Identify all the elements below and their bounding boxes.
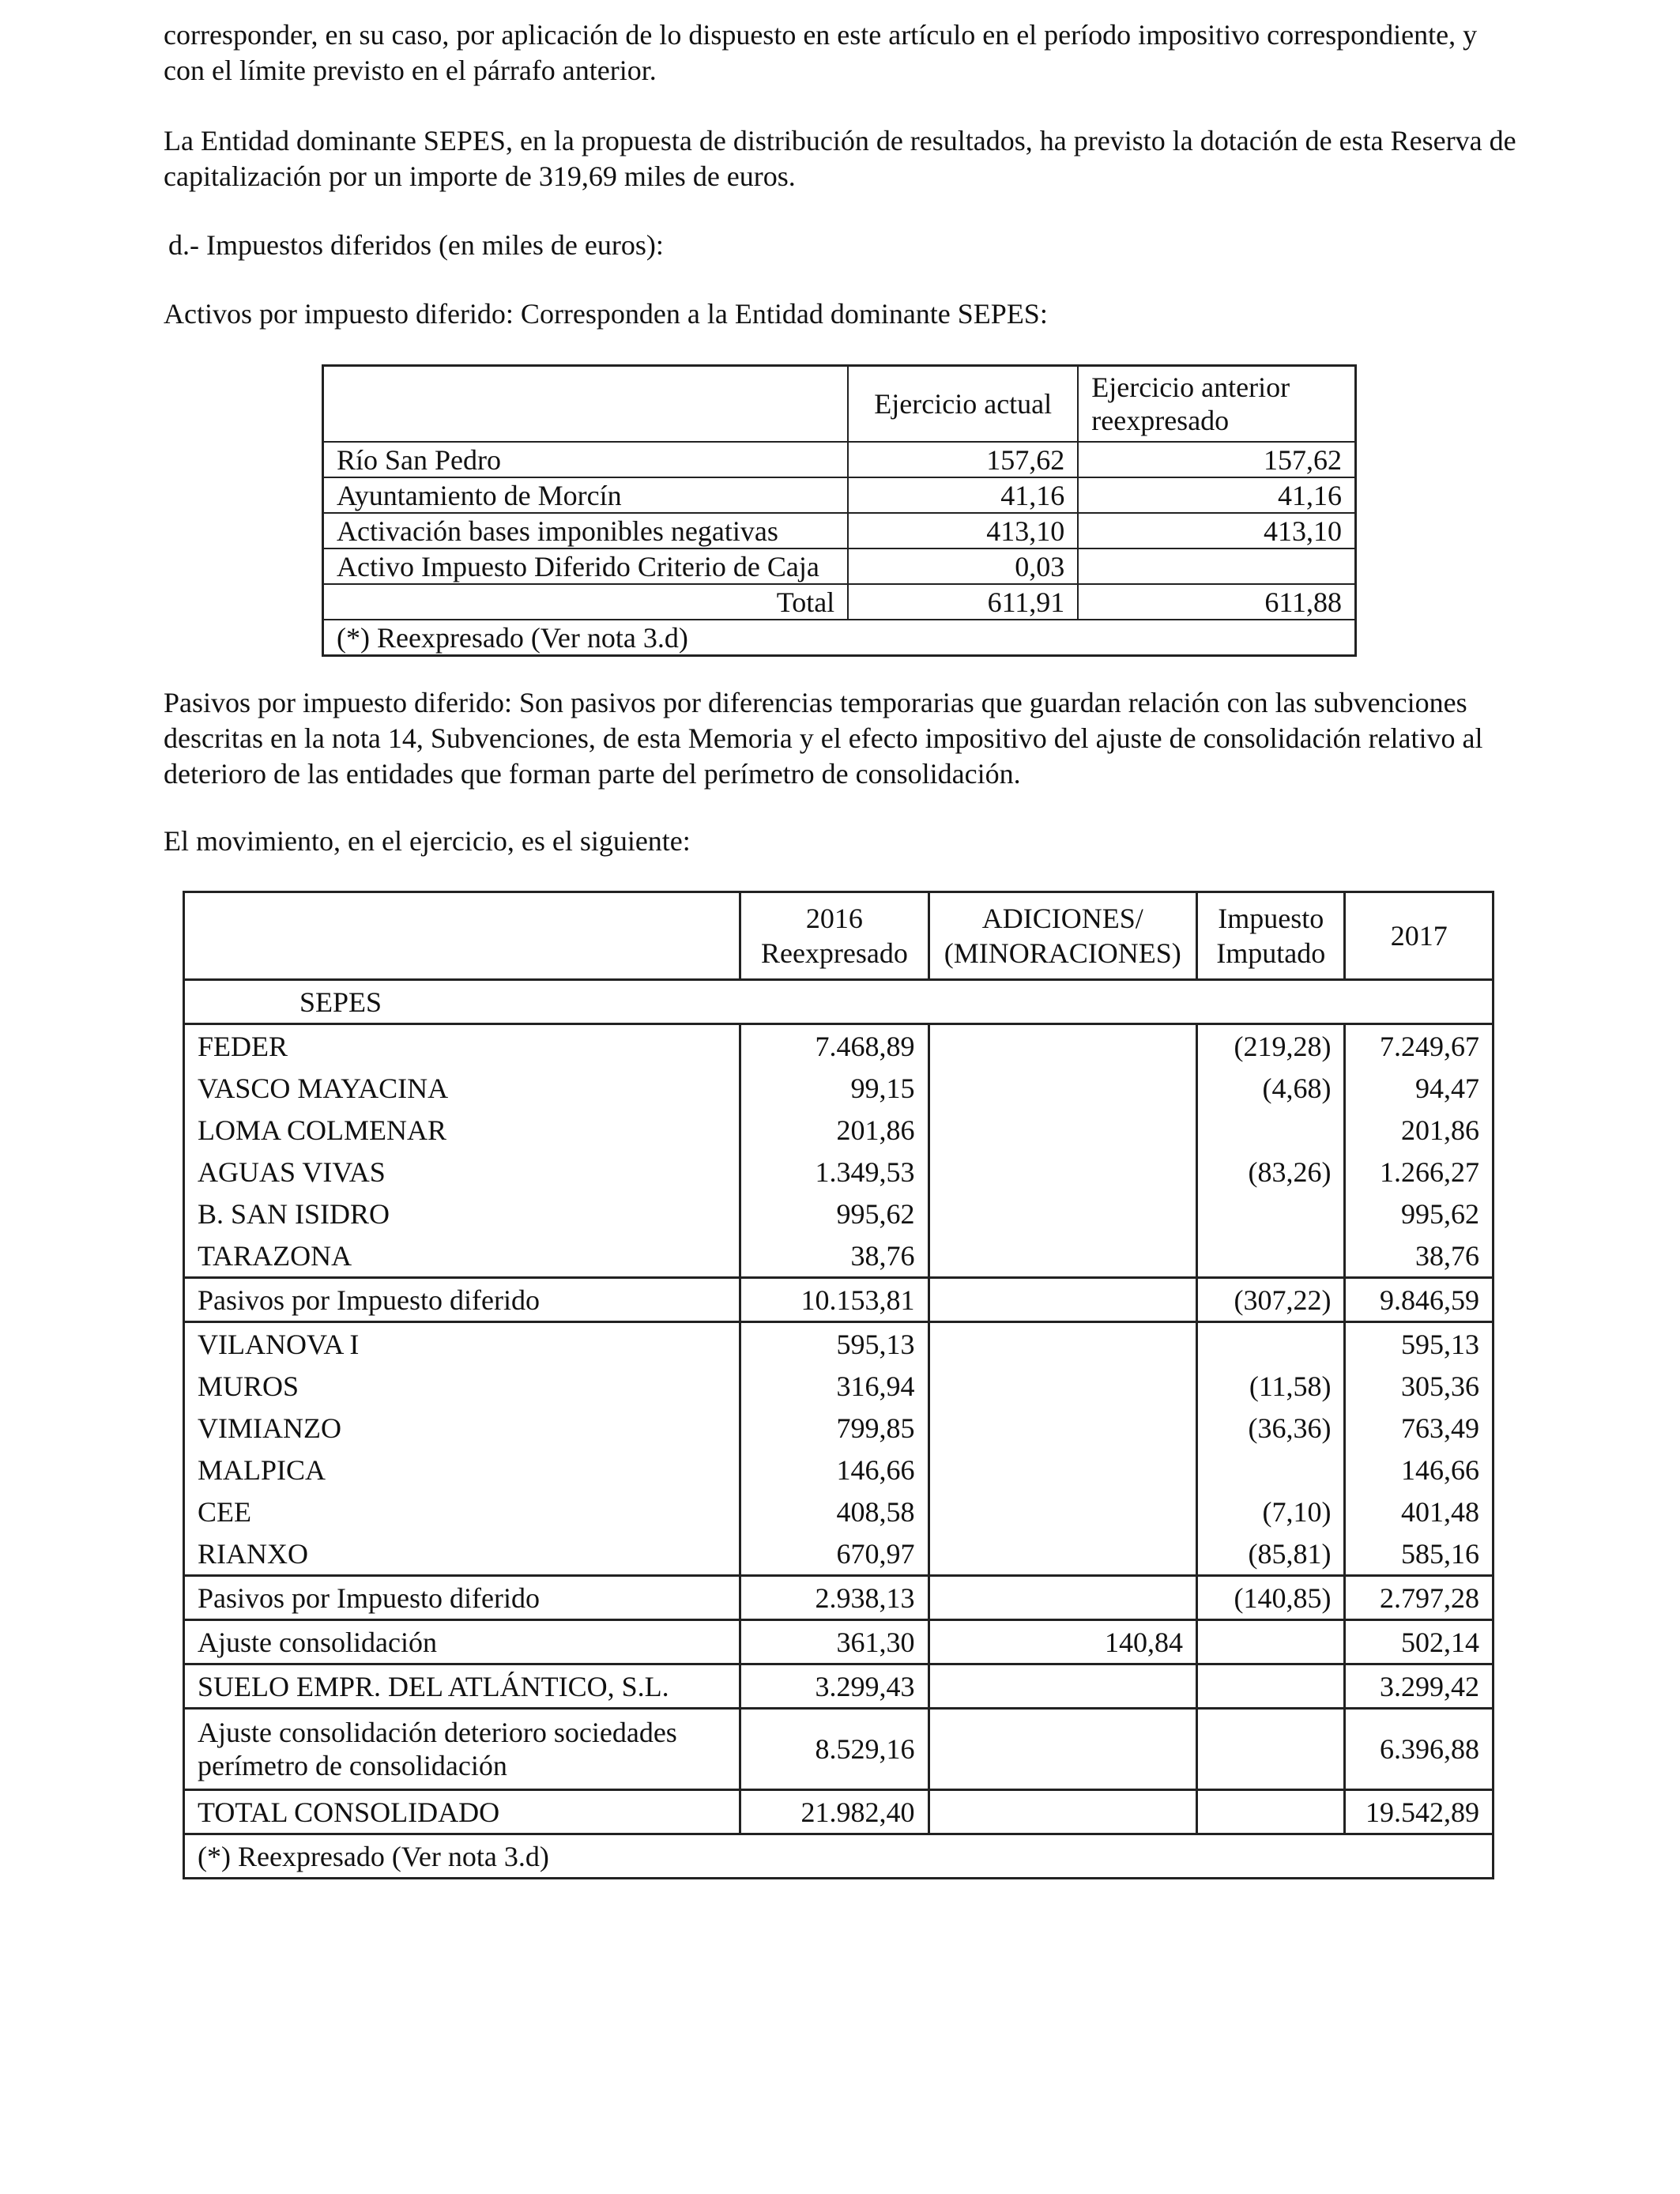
table-row [184,1109,1494,1151]
header-2016: 2016 Reexpresado [740,892,929,980]
subtotal-adiciones [929,1278,1197,1322]
table-row [184,1449,1494,1491]
header-cell-empty [184,892,740,980]
value-adiciones [929,1532,1197,1576]
total-anterior: 611,88 [1078,584,1355,620]
table-row [184,1620,1494,1664]
pasivos-movimiento-table [183,891,1494,1879]
header-ejercicio-anterior: Ejercicio anterior reexpresado [1078,366,1355,443]
paragraph-continuation: corresponder, en su caso, por aplicación de lo dispuesto en este artículo en el período impositivo correspondiente, y con el límite previsto en el párrafo anterior. [164,19,1478,86]
row-label: B. SAN ISIDRO [184,1193,740,1235]
value-2017: 995,62 [1345,1193,1494,1235]
value-impuesto [1197,1664,1345,1709]
table-row [184,1067,1494,1109]
paragraph-reserva-capitalizacion: La Entidad dominante SEPES, en la propuesta de distribución de resultados, ha previsto la dotación de esta Reserva de capitalización por un importe de 319,69 miles de euros. [164,125,1516,192]
table-row [184,1322,1494,1366]
value-impuesto: (219,28) [1197,1024,1345,1068]
table-row [184,1664,1494,1709]
row-label: Ajuste consolidación deterioro sociedades perímetro de consolidación [184,1709,740,1790]
value-impuesto [1197,1322,1345,1366]
section-label-sepes: SEPES [184,980,1494,1024]
row-label: Ajuste consolidación [184,1620,740,1664]
value-2016: 3.299,43 [740,1664,929,1709]
value-adiciones [929,1024,1197,1068]
value-impuesto [1197,1235,1345,1278]
value-2016: 8.529,16 [740,1709,929,1790]
row-label: Activo Impuesto Diferido Criterio de Caja [323,548,849,584]
value-2017: 763,49 [1345,1407,1494,1449]
row-label: VASCO MAYACINA [184,1067,740,1109]
row-label: TARAZONA [184,1235,740,1278]
subtotal-impuesto: (140,85) [1197,1576,1345,1620]
value-adiciones [929,1365,1197,1407]
row-label: AGUAS VIVAS [184,1151,740,1193]
value-anterior: 413,10 [1078,513,1355,548]
value-2017: 3.299,42 [1345,1664,1494,1709]
table-row [184,1491,1494,1532]
table-row [323,513,1356,548]
table-row [323,548,1356,584]
table-row [184,1193,1494,1235]
table-header-row [323,366,1356,443]
row-label: Activación bases imponibles negativas [323,513,849,548]
row-label: MUROS [184,1365,740,1407]
subtotal-row [184,1576,1494,1620]
value-2016: 361,30 [740,1620,929,1664]
value-adiciones: 140,84 [929,1620,1197,1664]
subtotal-adiciones [929,1576,1197,1620]
subtotal-label: Pasivos por Impuesto diferido [184,1278,740,1322]
subtotal-label: Pasivos por Impuesto diferido [184,1576,740,1620]
value-actual: 41,16 [848,477,1078,513]
value-2016: 316,94 [740,1365,929,1407]
table-row [323,477,1356,513]
table-note: (*) Reexpresado (Ver nota 3.d) [184,1834,1494,1879]
value-adiciones [929,1709,1197,1790]
value-actual: 413,10 [848,513,1078,548]
value-2016: 146,66 [740,1449,929,1491]
total-2017: 19.542,89 [1345,1790,1494,1834]
row-label: SUELO EMPR. DEL ATLÁNTICO, S.L. [184,1664,740,1709]
note-row [184,1834,1494,1879]
total-label: TOTAL CONSOLIDADO [184,1790,740,1834]
value-2017: 94,47 [1345,1067,1494,1109]
header-adiciones: ADICIONES/ (MINORACIONES) [929,892,1197,980]
row-label: LOMA COLMENAR [184,1109,740,1151]
subtotal-2016: 2.938,13 [740,1576,929,1620]
subtotal-2016: 10.153,81 [740,1278,929,1322]
table-row [184,1532,1494,1576]
value-actual: 157,62 [848,442,1078,477]
movimiento-intro: El movimiento, en el ejercicio, es el siguiente: [164,825,691,857]
row-label: RIANXO [184,1532,740,1576]
value-anterior: 157,62 [1078,442,1355,477]
table-row [184,1235,1494,1278]
row-label: FEDER [184,1024,740,1068]
table-row [184,1709,1494,1790]
value-2016: 995,62 [740,1193,929,1235]
value-2017: 146,66 [1345,1449,1494,1491]
value-anterior [1078,548,1355,584]
value-2017: 7.249,67 [1345,1024,1494,1068]
header-impuesto-imputado: Impuesto Imputado [1197,892,1345,980]
section-row [184,980,1494,1024]
value-impuesto [1197,1620,1345,1664]
value-adiciones [929,1491,1197,1532]
table-row [323,442,1356,477]
value-impuesto: (85,81) [1197,1532,1345,1576]
subtotal-row [184,1278,1494,1322]
pasivos-intro: Pasivos por impuesto diferido: Son pasivos por diferencias temporarias que guardan relación con las subvenciones descritas en la nota 14, Subvenciones, de esta Memoria y el efecto impositivo del ajuste de consolidación relativo al deterioro de las entidades que forman parte del perímetro de consolidación. [164,687,1483,790]
value-impuesto: (7,10) [1197,1491,1345,1532]
value-2016: 670,97 [740,1532,929,1576]
activos-impuesto-diferido-table [322,364,1357,657]
row-label: VILANOVA I [184,1322,740,1366]
value-2016: 595,13 [740,1322,929,1366]
value-impuesto: (4,68) [1197,1067,1345,1109]
activos-intro: Activos por impuesto diferido: Corresponden a la Entidad dominante SEPES: [164,298,1048,330]
table-row [184,1365,1494,1407]
value-adiciones [929,1664,1197,1709]
row-label: Ayuntamiento de Morcín [323,477,849,513]
value-adiciones [929,1322,1197,1366]
value-impuesto: (11,58) [1197,1365,1345,1407]
total-actual: 611,91 [848,584,1078,620]
value-adiciones [929,1449,1197,1491]
value-anterior: 41,16 [1078,477,1355,513]
section-heading-impuestos-diferidos: d.- Impuestos diferidos (en miles de euros): [168,229,664,261]
value-adiciones [929,1193,1197,1235]
table-note: (*) Reexpresado (Ver nota 3.d) [323,620,1356,656]
header-ejercicio-actual: Ejercicio actual [848,366,1078,443]
table-row [184,1151,1494,1193]
value-2016: 799,85 [740,1407,929,1449]
value-impuesto: (83,26) [1197,1151,1345,1193]
value-2016: 38,76 [740,1235,929,1278]
value-2016: 408,58 [740,1491,929,1532]
value-impuesto [1197,1709,1345,1790]
value-2017: 595,13 [1345,1322,1494,1366]
value-2017: 502,14 [1345,1620,1494,1664]
value-adiciones [929,1407,1197,1449]
row-label: MALPICA [184,1449,740,1491]
subtotal-impuesto: (307,22) [1197,1278,1345,1322]
value-adiciones [929,1067,1197,1109]
value-2017: 6.396,88 [1345,1709,1494,1790]
header-2017: 2017 [1345,892,1494,980]
value-2017: 401,48 [1345,1491,1494,1532]
value-2017: 1.266,27 [1345,1151,1494,1193]
value-2016: 99,15 [740,1067,929,1109]
value-impuesto [1197,1193,1345,1235]
subtotal-2017: 2.797,28 [1345,1576,1494,1620]
total-label: Total [323,584,849,620]
table-row [184,1407,1494,1449]
value-adiciones [929,1235,1197,1278]
value-impuesto [1197,1449,1345,1491]
table-row [184,1024,1494,1068]
total-row [323,584,1356,620]
value-impuesto: (36,36) [1197,1407,1345,1449]
total-2016: 21.982,40 [740,1790,929,1834]
row-label: VIMIANZO [184,1407,740,1449]
total-adiciones [929,1790,1197,1834]
subtotal-2017: 9.846,59 [1345,1278,1494,1322]
total-impuesto [1197,1790,1345,1834]
value-actual: 0,03 [848,548,1078,584]
value-2017: 201,86 [1345,1109,1494,1151]
value-2017: 38,76 [1345,1235,1494,1278]
header-cell-empty [323,366,849,443]
table-header-row [184,892,1494,980]
row-label: CEE [184,1491,740,1532]
row-label: Río San Pedro [323,442,849,477]
total-row [184,1790,1494,1834]
value-adiciones [929,1151,1197,1193]
value-2016: 7.468,89 [740,1024,929,1068]
value-2017: 585,16 [1345,1532,1494,1576]
value-adiciones [929,1109,1197,1151]
value-2017: 305,36 [1345,1365,1494,1407]
note-row [323,620,1356,656]
value-impuesto [1197,1109,1345,1151]
value-2016: 1.349,53 [740,1151,929,1193]
value-2016: 201,86 [740,1109,929,1151]
